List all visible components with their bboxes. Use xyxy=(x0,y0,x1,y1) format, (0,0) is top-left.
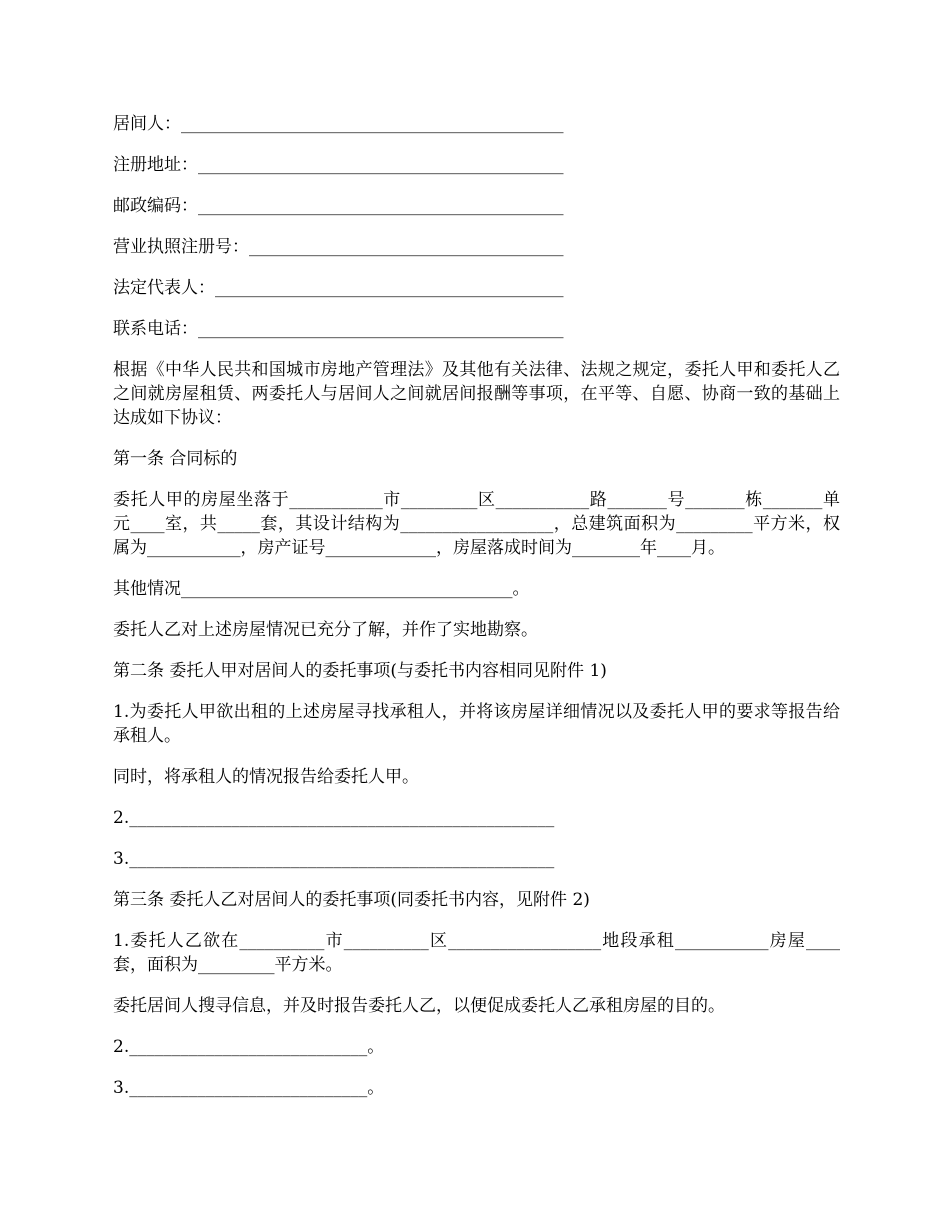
document-page xyxy=(113,112,840,1117)
contact-phone-field: 联系电话：___________________________________________ xyxy=(113,319,564,339)
article2-item3: 3.__________________________________________________ xyxy=(113,849,555,869)
article2-item1-continued: 同时，将承租人的情况报告给委托人甲。 xyxy=(113,767,419,787)
article1-party-b-statement: 委托人乙对上述房屋情况已充分了解，并作了实地勘察。 xyxy=(113,620,538,640)
broker-field: 居间人：_____________________________________________ xyxy=(113,114,564,134)
article1-property-paragraph: 委托人甲的房屋坐落于___________市_________区___________路_______号_______栋_______单元____室，共_____套，其设计结构为__________________，总建筑面积为_________平方米，权属为___________，房产证号_____________，房屋落成时间为________年____月。 xyxy=(113,490,840,558)
article2-item2: 2.__________________________________________________ xyxy=(113,808,555,828)
article2-item1: 1.为委托人甲欲出租的上述房屋寻找承租人，并将该房屋详细情况以及委托人甲的要求等报告给承租人。 xyxy=(113,702,840,746)
article3-item1-continued: 委托居间人搜寻信息，并及时报告委托人乙，以便促成委托人乙承租房屋的目的。 xyxy=(113,996,725,1016)
postal-code-field: 邮政编码：___________________________________________ xyxy=(113,196,564,216)
article3-item2: 2.____________________________。 xyxy=(113,1037,385,1057)
registered-address-field: 注册地址：___________________________________________ xyxy=(113,155,564,175)
article3-item3: 3.____________________________。 xyxy=(113,1078,385,1098)
preamble-paragraph: 根据《中华人民共和国城市房地产管理法》及其他有关法律、法规之规定，委托人甲和委托人乙之间就房屋租赁、两委托人与居间人之间就居间报酬等事项，在平等、自愿、协商一致的基础上达成如下协议： xyxy=(113,360,840,428)
article3-item1: 1.委托人乙欲在__________市__________区__________________地段承租___________房屋____套，面积为_________平方米。 xyxy=(113,931,840,975)
article2-heading: 第二条 委托人甲对居间人的委托事项(与委托书内容相同见附件 1) xyxy=(113,661,607,681)
article1-other-info: 其他情况_______________________________________。 xyxy=(113,579,530,599)
article3-heading: 第三条 委托人乙对居间人的委托事项(同委托书内容，见附件 2) xyxy=(113,890,590,910)
business-license-field: 营业执照注册号：_____________________________________ xyxy=(113,237,564,257)
legal-representative-field: 法定代表人：_________________________________________ xyxy=(113,278,564,298)
article1-heading: 第一条 合同标的 xyxy=(113,449,238,469)
